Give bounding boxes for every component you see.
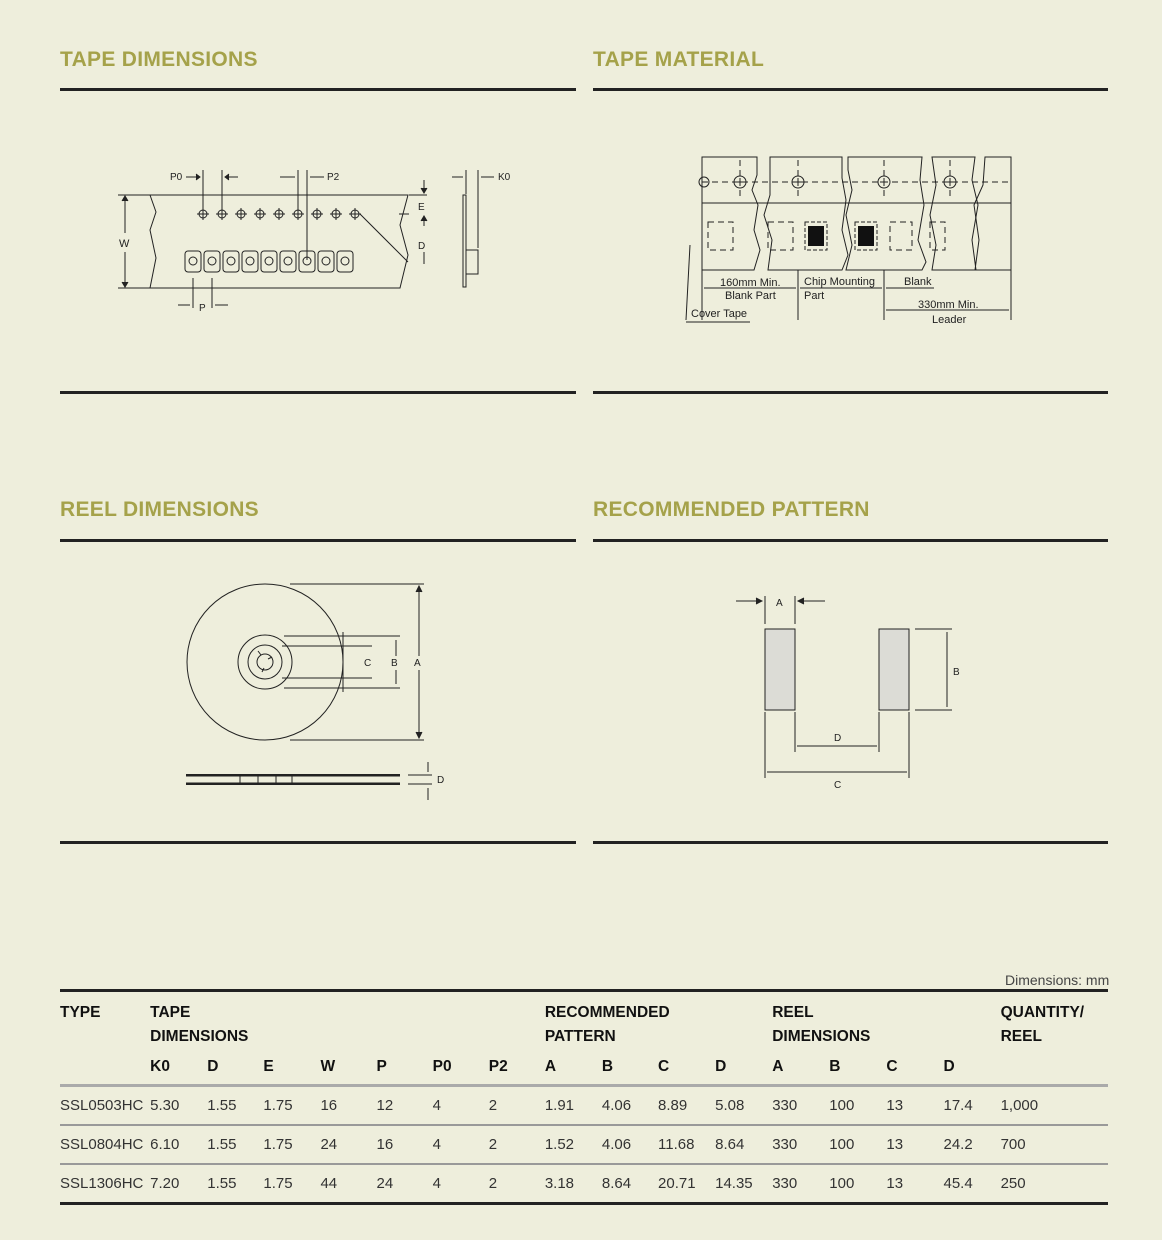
table-cell: 16 <box>320 1087 376 1126</box>
table-cell: 8.89 <box>658 1087 715 1126</box>
col-header: W <box>320 1049 376 1087</box>
tape-material-drawing <box>680 150 1020 330</box>
col-header: D <box>715 1049 772 1087</box>
section-rule <box>593 539 1108 542</box>
table-cell: 330 <box>772 1175 798 1192</box>
leader-label: 330mm Min. <box>918 299 979 311</box>
table-cell: 1.52 <box>545 1126 602 1165</box>
table-cell: 16 <box>377 1126 433 1165</box>
reel-a-label: A <box>414 658 421 669</box>
table-cell: 1.55 <box>207 1175 237 1192</box>
pattern-a-label: A <box>776 598 783 609</box>
chip-mounting-label-2: Part <box>804 290 825 302</box>
type-cell: SSL1306HC <box>60 1175 144 1192</box>
table-cell: 44 <box>320 1175 338 1192</box>
pad-right <box>879 629 909 710</box>
chip-mark <box>858 226 874 246</box>
col-header <box>1001 1049 1108 1087</box>
table-cell: 4.06 <box>602 1126 658 1165</box>
table-cell: 4.06 <box>602 1087 658 1126</box>
recommended-pattern-title: RECOMMENDED PATTERN <box>593 498 870 521</box>
section-rule <box>60 391 576 394</box>
col-header: A <box>772 1049 829 1087</box>
table-cell: 14.35 <box>715 1175 753 1192</box>
type-header: TYPE <box>60 992 150 1087</box>
table-cell: 8.64 <box>715 1126 772 1165</box>
section-rule <box>60 88 576 91</box>
col-header: C <box>886 1049 943 1087</box>
col-header: E <box>263 1049 320 1087</box>
reel-b-label: B <box>391 658 398 669</box>
table-cell: 13 <box>886 1087 943 1126</box>
table-cell: 1.91 <box>545 1087 602 1126</box>
reel-c-label: C <box>364 658 372 669</box>
table-cell: 330 <box>772 1126 829 1165</box>
d-label: D <box>418 241 426 252</box>
table-cell: 24.2 <box>943 1126 1000 1165</box>
table-cell: 2 <box>489 1087 545 1126</box>
p2-label: P2 <box>327 172 340 183</box>
table-cell: 12 <box>377 1087 433 1126</box>
table-cell: 5.08 <box>715 1087 772 1126</box>
col-header: D <box>943 1049 1000 1087</box>
col-header: A <box>545 1049 602 1087</box>
recommended-pattern-header: RECOMMENDED PATTERN <box>544 1004 670 1045</box>
pattern-d-label: D <box>834 733 842 744</box>
table-cell: 1.75 <box>263 1126 320 1165</box>
blank-label: Blank <box>904 276 932 288</box>
section-rule <box>593 88 1108 91</box>
cover-tape-label: Cover Tape <box>691 308 748 320</box>
table-cell: 1.75 <box>263 1087 320 1126</box>
reel-dimensions-header: REEL DIMENSIONS <box>772 1004 871 1045</box>
units-note: Dimensions: mm <box>1005 972 1110 988</box>
spec-table <box>60 989 1108 1205</box>
table-cell: 2 <box>489 1126 545 1165</box>
w-label: W <box>119 238 130 250</box>
chip-mark <box>808 226 824 246</box>
col-header: B <box>602 1049 658 1087</box>
p0-label: P0 <box>170 172 183 183</box>
quantity-header: QUANTITY/ REEL <box>1000 1004 1085 1045</box>
table-cell: 1.55 <box>207 1126 263 1165</box>
tape-dimensions-header: TAPE DIMENSIONS <box>150 1004 249 1045</box>
table-row <box>60 1165 1108 1202</box>
table-cell: 13 <box>886 1175 904 1192</box>
col-header: P0 <box>433 1049 489 1087</box>
col-header: K0 <box>150 1049 207 1087</box>
table-cell: 100 <box>829 1175 855 1192</box>
table-cell: 330 <box>772 1087 829 1126</box>
section-rule <box>593 841 1108 844</box>
leader-label-2: Leader <box>932 314 967 326</box>
table-row <box>60 1087 1108 1126</box>
quantity-cell: 700 <box>1001 1126 1108 1165</box>
table-row <box>60 1126 1108 1165</box>
table-cell: 45.4 <box>943 1175 973 1192</box>
blank-part-label: 160mm Min. <box>720 277 781 289</box>
table-cell: 8.64 <box>601 1175 632 1192</box>
table-cell: 11.68 <box>658 1126 715 1165</box>
table-cell: 13 <box>886 1126 943 1165</box>
section-rule <box>60 539 576 542</box>
table-cell: 20.71 <box>658 1175 696 1192</box>
table-cell: 17.4 <box>943 1087 1000 1126</box>
table-cell: 1.55 <box>207 1087 263 1126</box>
section-rule <box>60 841 576 844</box>
table-cell: 6.10 <box>150 1126 207 1165</box>
type-cell: SSL0804HC <box>60 1126 150 1165</box>
table-cell: 4 <box>433 1087 489 1126</box>
pattern-b-label: B <box>953 667 960 678</box>
recommended-pattern-drawing <box>730 590 970 795</box>
reel-d-label: D <box>437 775 445 786</box>
section-rule <box>593 391 1108 394</box>
table-cell: 2 <box>488 1175 498 1192</box>
table-cell: 5.30 <box>150 1087 207 1126</box>
reel-dimensions-title: REEL DIMENSIONS <box>60 498 259 521</box>
k0-label: K0 <box>498 172 511 183</box>
table-cell: 100 <box>829 1126 886 1165</box>
table-cell: 3.18 <box>544 1175 575 1192</box>
table-cell: 4 <box>433 1126 489 1165</box>
col-header: P2 <box>489 1049 545 1087</box>
table-cell: 7.20 <box>150 1175 180 1192</box>
table-cell: 4 <box>432 1175 441 1192</box>
blank-part-label-2: Blank Part <box>725 290 776 302</box>
type-cell: SSL0503HC <box>60 1087 150 1126</box>
reel-dimensions-drawing <box>180 575 460 805</box>
tape-dimensions-drawing <box>110 160 530 320</box>
tape-material-title: TAPE MATERIAL <box>593 48 765 71</box>
pad-left <box>765 629 795 710</box>
table-cell: 24 <box>320 1126 376 1165</box>
col-header: C <box>658 1049 715 1087</box>
p-label: P <box>199 303 206 314</box>
col-header: P <box>377 1049 433 1087</box>
chip-mounting-label: Chip Mounting <box>804 276 875 288</box>
col-header: D <box>207 1049 263 1087</box>
e-label: E <box>418 202 425 213</box>
tape-dimensions-title: TAPE DIMENSIONS <box>60 48 258 71</box>
quantity-cell: 250 <box>1000 1175 1026 1192</box>
pattern-c-label: C <box>834 780 842 791</box>
quantity-cell: 1,000 <box>1001 1087 1108 1126</box>
table-cell: 1.75 <box>263 1175 293 1192</box>
col-header: B <box>829 1049 886 1087</box>
table-cell: 100 <box>829 1087 886 1126</box>
table-cell: 24 <box>376 1175 394 1192</box>
